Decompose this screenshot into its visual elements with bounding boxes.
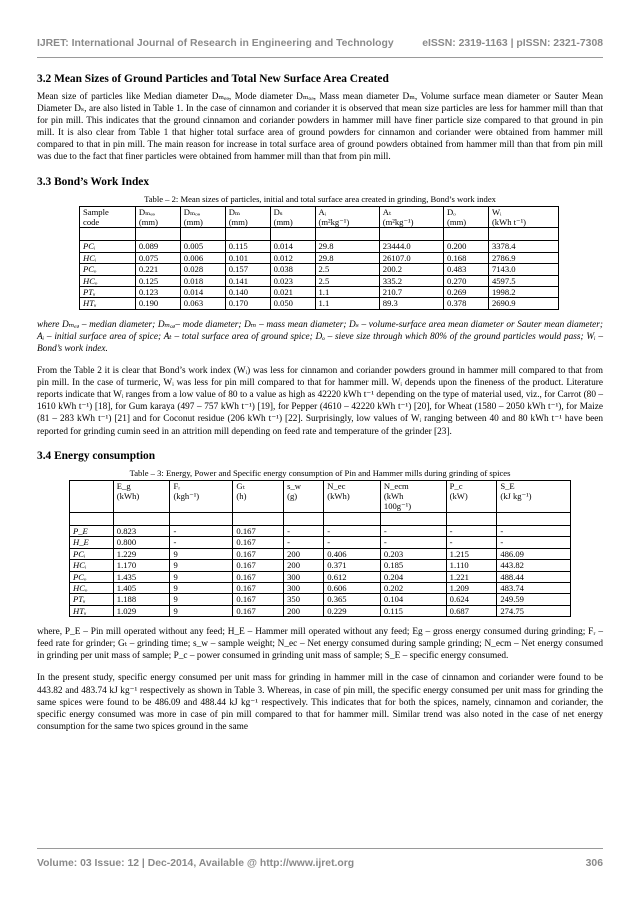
table-3-header-cell [70, 480, 114, 512]
table-3-cell: - [497, 525, 571, 536]
table-2-cell: 0.038 [270, 264, 315, 275]
page-number: 306 [585, 858, 603, 869]
table-3-cell: 9 [170, 582, 233, 593]
table-3-cell: 0.104 [380, 594, 446, 605]
table-3-cell: 200 [284, 605, 324, 616]
table-3-cell: 0.203 [380, 548, 446, 559]
section-3-2-title: 3.2 Mean Sizes of Ground Particles and Total New Surface Area Created [37, 73, 389, 85]
table-3-header-cell: S_E (kJ kg⁻¹) [497, 480, 571, 512]
table-2-cell: 89.3 [379, 298, 443, 309]
table-3-row [70, 560, 571, 571]
table-3-cell: 1.221 [446, 571, 497, 582]
table-2-header-row [80, 206, 559, 228]
table-3-cell: 0.371 [324, 560, 381, 571]
table-2-cell: 2.5 [315, 275, 379, 286]
table-2-header-cell: Dₘₒₔ (mm) [180, 206, 225, 228]
table-2-cell: 335.2 [379, 275, 443, 286]
table-3-cell: 300 [284, 571, 324, 582]
table-2-cell: 0.063 [180, 298, 225, 309]
table-3-cell: 0.167 [233, 582, 284, 593]
table-2-cell: 0.028 [180, 264, 225, 275]
table-2-header-cell: Aₜ (m²kg⁻¹) [379, 206, 443, 228]
table-2-cell: 0.190 [135, 298, 180, 309]
table-3-header-row [70, 480, 571, 512]
table-3-header-cell: N_ec (kWh) [324, 480, 381, 512]
table-2-cell: 0.021 [270, 287, 315, 298]
table-2-cell: 0.125 [135, 275, 180, 286]
table-2-cell: 0.089 [135, 241, 180, 252]
table-3-cell: 0.624 [446, 594, 497, 605]
table-3-sample-cell: HCᵢ [70, 560, 114, 571]
table-2-header-cell: Sample code [80, 206, 136, 228]
table-3-cell: 1.229 [113, 548, 170, 559]
page-footer [37, 858, 603, 869]
section-3-3-paragraph: From the Table 2 it is clear that Bond’s work index (Wᵢ) was less for cinnamon and coriander powders ground in hammer mill compared to that from pin mill. In the case of turmeric, Wᵢ was less for pin mill compared to that for hammer mill. Wᵢ depends upon the fineness of the product. Literature reports indicate that Wᵢ ranges from a low value of 80 to a value as high as 42220 kWh t⁻¹ depending on the type of material used, viz., for Carrot (80 – 1610 kWh t⁻¹) [18], for Gum karaya (497 – 757 kWh t⁻¹) [19], for Pepper (4610 – 42220 kWh t⁻¹) [20], for Wheat (1580 – 2050 kWh t⁻¹), for Maize (81 – 283 kWh t⁻¹) [21] and for Coconut residue (206 kWh t⁻¹) [22]. Surprisingly, low values of Wᵢ ranging between 40 and 80 kWh t⁻¹ have been reported for grinding cumin seed in an attrition mill depending on feed rate and temperature of the grinder [23]. [37, 366, 603, 437]
table-2-sample-cell: HCₒ [80, 275, 136, 286]
table-3-spacer-row [70, 512, 571, 525]
table-3-sample-cell: HCₒ [70, 582, 114, 593]
table-2-header-cell: Wᵢ (kWh t⁻¹) [488, 206, 558, 228]
table-2-caption: Table – 2: Mean sizes of particles, initial and total surface area created in grinding, Bond’s work index [144, 193, 496, 204]
table-2-cell: 0.483 [444, 264, 489, 275]
table-3-row [70, 548, 571, 559]
table-3-cell: 0.612 [324, 571, 381, 582]
table-3-cell: 274.75 [497, 605, 571, 616]
table-3-cell: 0.365 [324, 594, 381, 605]
table-3-cell: 443.82 [497, 560, 571, 571]
table-3-row [70, 537, 571, 548]
table-3-header-cell: P_c (kW) [446, 480, 497, 512]
table-2-body [80, 241, 559, 309]
table-3-body [70, 525, 571, 616]
table-3-cell: 1.435 [113, 571, 170, 582]
table-2-legend: where Dₘₑₔ – median diameter; Dₘₒₔ– mode diameter; Dₘ – mass mean diameter; Dₛ – volume-surface area mean diameter or Sauter mean diameter; Aᵢ – initial surface area of spice; Aₜ – total surface area of ground spice; Dₒ – sieve size through which 80% of the ground particles would pass; Wᵢ – Bond’s work index. [37, 319, 603, 354]
table-3-sample-cell: H_E [70, 537, 114, 548]
table-2-cell: 0.200 [444, 241, 489, 252]
table-2-cell: 2690.9 [488, 298, 558, 309]
table-3-cell: 249.59 [497, 594, 571, 605]
table-3-cell: 0.606 [324, 582, 381, 593]
table-3-cell: 1.209 [446, 582, 497, 593]
table-2-header-cell: Dₘₑₔ (mm) [135, 206, 180, 228]
table-2-cell: 0.270 [444, 275, 489, 286]
issn-info: eISSN: 2319-1163 | pISSN: 2321-7308 [422, 38, 603, 49]
table-3-cell: 483.74 [497, 582, 571, 593]
table-2-cell: 2786.9 [488, 252, 558, 263]
table-3-header-cell: N_ecm (kWh 100g⁻¹) [380, 480, 446, 512]
table-3-row [70, 582, 571, 593]
table-2-cell: 0.140 [225, 287, 270, 298]
table-2-header-cell: Dₛ (mm) [270, 206, 315, 228]
table-2-row [80, 252, 559, 263]
table-2-row [80, 287, 559, 298]
table-3-header-cell: Fᵣ (kgh⁻¹) [170, 480, 233, 512]
table-3-cell: 9 [170, 560, 233, 571]
table-2-row [80, 275, 559, 286]
table-2-cell: 29.8 [315, 252, 379, 263]
table-2-row [80, 298, 559, 309]
table-2-cell: 0.050 [270, 298, 315, 309]
table-3-cell: 0.167 [233, 605, 284, 616]
table-2-cell: 0.075 [135, 252, 180, 263]
table-3-sample-cell: HTᵤ [70, 605, 114, 616]
table-2-cell: 1.1 [315, 298, 379, 309]
table-3-legend: where, P_E – Pin mill operated without any feed; H_E – Hammer mill operated without any feed; Eg – gross energy consumed during grinding; Fᵣ – feed rate for grinder; Gₜ – grinding time; s_w – sample weight; N_ec – Net energy consumed during sample grinding; N_ecm – Net energy consumed in grinding per unit mass of sample; P_c – power consumed in grinding unit mass of sample; S_E – specific energy consumed. [37, 627, 603, 662]
table-3-cell: 0.800 [113, 537, 170, 548]
table-3-cell: 0.229 [324, 605, 381, 616]
table-2-cell: 0.269 [444, 287, 489, 298]
table-2-cell: 1998.2 [488, 287, 558, 298]
table-3-caption: Table – 3: Energy, Power and Specific energy consumption of Pin and Hammer mills during grinding of spices [129, 467, 511, 478]
table-2-header-cell: Aᵢ (m²kg⁻¹) [315, 206, 379, 228]
table-3-cell: 1.215 [446, 548, 497, 559]
table-3-cell: 0.823 [113, 525, 170, 536]
table-3-cell: 9 [170, 594, 233, 605]
table-2-cell: 23444.0 [379, 241, 443, 252]
table-2-cell: 0.168 [444, 252, 489, 263]
table-3-cell: 200 [284, 560, 324, 571]
table-2-cell: 0.023 [270, 275, 315, 286]
section-3-4-paragraph: In the present study, specific energy consumed per unit mass for grinding in hammer mill in the case of cinnamon and coriander were found to be 443.82 and 483.74 kJ kg⁻¹ respectively as shown in Table 3. Whereas, in case of pin mill, the specific energy consumed per unit mass for grinding the same spices were found to be 486.09 and 488.44 kJ kg⁻¹ respectively. This indicates that for both the spices, namely, cinnamon and coriander, the specific energy consumed was more in case of pin mill compared to that for hammer mill. Similar trend was also noted in the case of net energy consumption for the same two spices ground in the same [37, 673, 603, 732]
table-3-cell: 0.167 [233, 594, 284, 605]
table-2-cell: 0.170 [225, 298, 270, 309]
table-2-cell: 26107.0 [379, 252, 443, 263]
table-2-cell: 2.5 [315, 264, 379, 275]
table-3-cell: - [284, 525, 324, 536]
table-3-cell: - [324, 537, 381, 548]
footer-divider [37, 848, 603, 849]
table-3-cell: - [446, 537, 497, 548]
table-3-sample-cell: P_E [70, 525, 114, 536]
table-2-cell: 0.157 [225, 264, 270, 275]
table-3-cell: - [446, 525, 497, 536]
table-3-cell: 9 [170, 548, 233, 559]
table-2-sample-cell: PCₒ [80, 264, 136, 275]
table-3-sample-cell: PCₒ [70, 571, 114, 582]
table-2-cell: 200.2 [379, 264, 443, 275]
table-3-cell: 200 [284, 548, 324, 559]
table-2-cell: 0.378 [444, 298, 489, 309]
table-2-row [80, 264, 559, 275]
page-body [37, 72, 603, 733]
journal-name: IJRET: International Journal of Research in Engineering and Technology [37, 38, 394, 49]
table-2-cell: 0.101 [225, 252, 270, 263]
table-2-row [80, 241, 559, 252]
table-3-cell: - [380, 537, 446, 548]
table-2-cell: 0.115 [225, 241, 270, 252]
table-2-cell: 0.018 [180, 275, 225, 286]
table-3-cell: 1.029 [113, 605, 170, 616]
table-2-sample-cell: HCᵢ [80, 252, 136, 263]
table-2-cell: 0.005 [180, 241, 225, 252]
table-3-header-cell: Gₜ (h) [233, 480, 284, 512]
table-3-cell: 0.687 [446, 605, 497, 616]
table-3-row [70, 525, 571, 536]
table-3-cell: 1.405 [113, 582, 170, 593]
table-2-cell: 0.012 [270, 252, 315, 263]
page-header [37, 38, 603, 49]
table-3-cell: 0.167 [233, 525, 284, 536]
table-2-cell: 29.8 [315, 241, 379, 252]
table-2-cell: 0.123 [135, 287, 180, 298]
section-3-2-paragraph: Mean size of particles like Median diameter Dₘₑₔ, Mode diameter Dₘₒₔ, Mass mean diameter Dₘ, Volume surface mean diameter or Sauter Mean Diameter Dₛ, are also listed in Table 1. In the case of cinnamon and coriander it is observed that mean size particles are less for hammer mill than that for pin mill. This indicates that the ground cinnamon and coriander powders in hammer mill have finer particle size compared to that ground in pin mill. It is also clear from Table 1 that higher total surface area of ground powders for cinnamon and coriander were obtained from hammer mill compared to that in pin mill. The main reason for increase in total surface area of ground powders obtained from hammer mill than that from pin mill was due to the fact that finer particles were obtained from hammer mill than that from pin mill. [37, 92, 603, 163]
table-3-cell: 0.167 [233, 560, 284, 571]
table-3-cell: - [380, 525, 446, 536]
table-3-cell: 1.110 [446, 560, 497, 571]
table-2-cell: 0.014 [180, 287, 225, 298]
table-3-cell: 1.188 [113, 594, 170, 605]
table-3-cell: - [324, 525, 381, 536]
table-3-cell: 0.406 [324, 548, 381, 559]
table-2-cell: 4597.5 [488, 275, 558, 286]
table-3-cell: 0.115 [380, 605, 446, 616]
table-2-sample-cell: PTᵤ [80, 287, 136, 298]
section-3-4-title: 3.4 Energy consumption [37, 449, 156, 462]
table-3-cell: - [497, 537, 571, 548]
table-3-cell: 488.44 [497, 571, 571, 582]
table-2-cell: 0.006 [180, 252, 225, 263]
table-2-cell: 7143.0 [488, 264, 558, 275]
table-3-cell: 1.170 [113, 560, 170, 571]
table-2-cell: 1.1 [315, 287, 379, 298]
table-3-row [70, 605, 571, 616]
table-3-cell: - [284, 537, 324, 548]
table-2-spacer-row [80, 228, 559, 241]
table-3-header-cell: s_w (g) [284, 480, 324, 512]
table-3-cell: 0.185 [380, 560, 446, 571]
table-3-cell: 486.09 [497, 548, 571, 559]
table-2-sample-cell: HTᵤ [80, 298, 136, 309]
table-2-cell: 0.014 [270, 241, 315, 252]
table-2-cell: 3378.4 [488, 241, 558, 252]
table-2 [79, 206, 559, 310]
table-3-cell: - [170, 537, 233, 548]
footer-volume: Volume: 03 Issue: 12 | Dec-2014, Available @ http://www.ijret.org [37, 858, 355, 869]
table-3-cell: 9 [170, 571, 233, 582]
section-3-3-title: 3.3 Bond’s Work Index [37, 175, 150, 188]
table-3-row [70, 571, 571, 582]
table-3-cell: 0.167 [233, 571, 284, 582]
table-3 [69, 480, 571, 617]
table-2-header-cell: Dₒ (mm) [444, 206, 489, 228]
table-3-cell: - [170, 525, 233, 536]
table-2-sample-cell: PCᵢ [80, 241, 136, 252]
header-divider [37, 57, 603, 58]
table-3-cell: 300 [284, 582, 324, 593]
table-3-sample-cell: PCᵢ [70, 548, 114, 559]
table-3-cell: 0.204 [380, 571, 446, 582]
table-3-header-cell: E_g (kWh) [113, 480, 170, 512]
table-3-row [70, 594, 571, 605]
table-2-cell: 210.7 [379, 287, 443, 298]
table-2-cell: 0.221 [135, 264, 180, 275]
table-3-cell: 0.167 [233, 537, 284, 548]
table-2-cell: 0.141 [225, 275, 270, 286]
table-3-sample-cell: PTᵤ [70, 594, 114, 605]
table-3-cell: 350 [284, 594, 324, 605]
table-3-cell: 9 [170, 605, 233, 616]
table-3-cell: 0.167 [233, 548, 284, 559]
table-2-header-cell: Dₘ (mm) [225, 206, 270, 228]
table-3-cell: 0.202 [380, 582, 446, 593]
